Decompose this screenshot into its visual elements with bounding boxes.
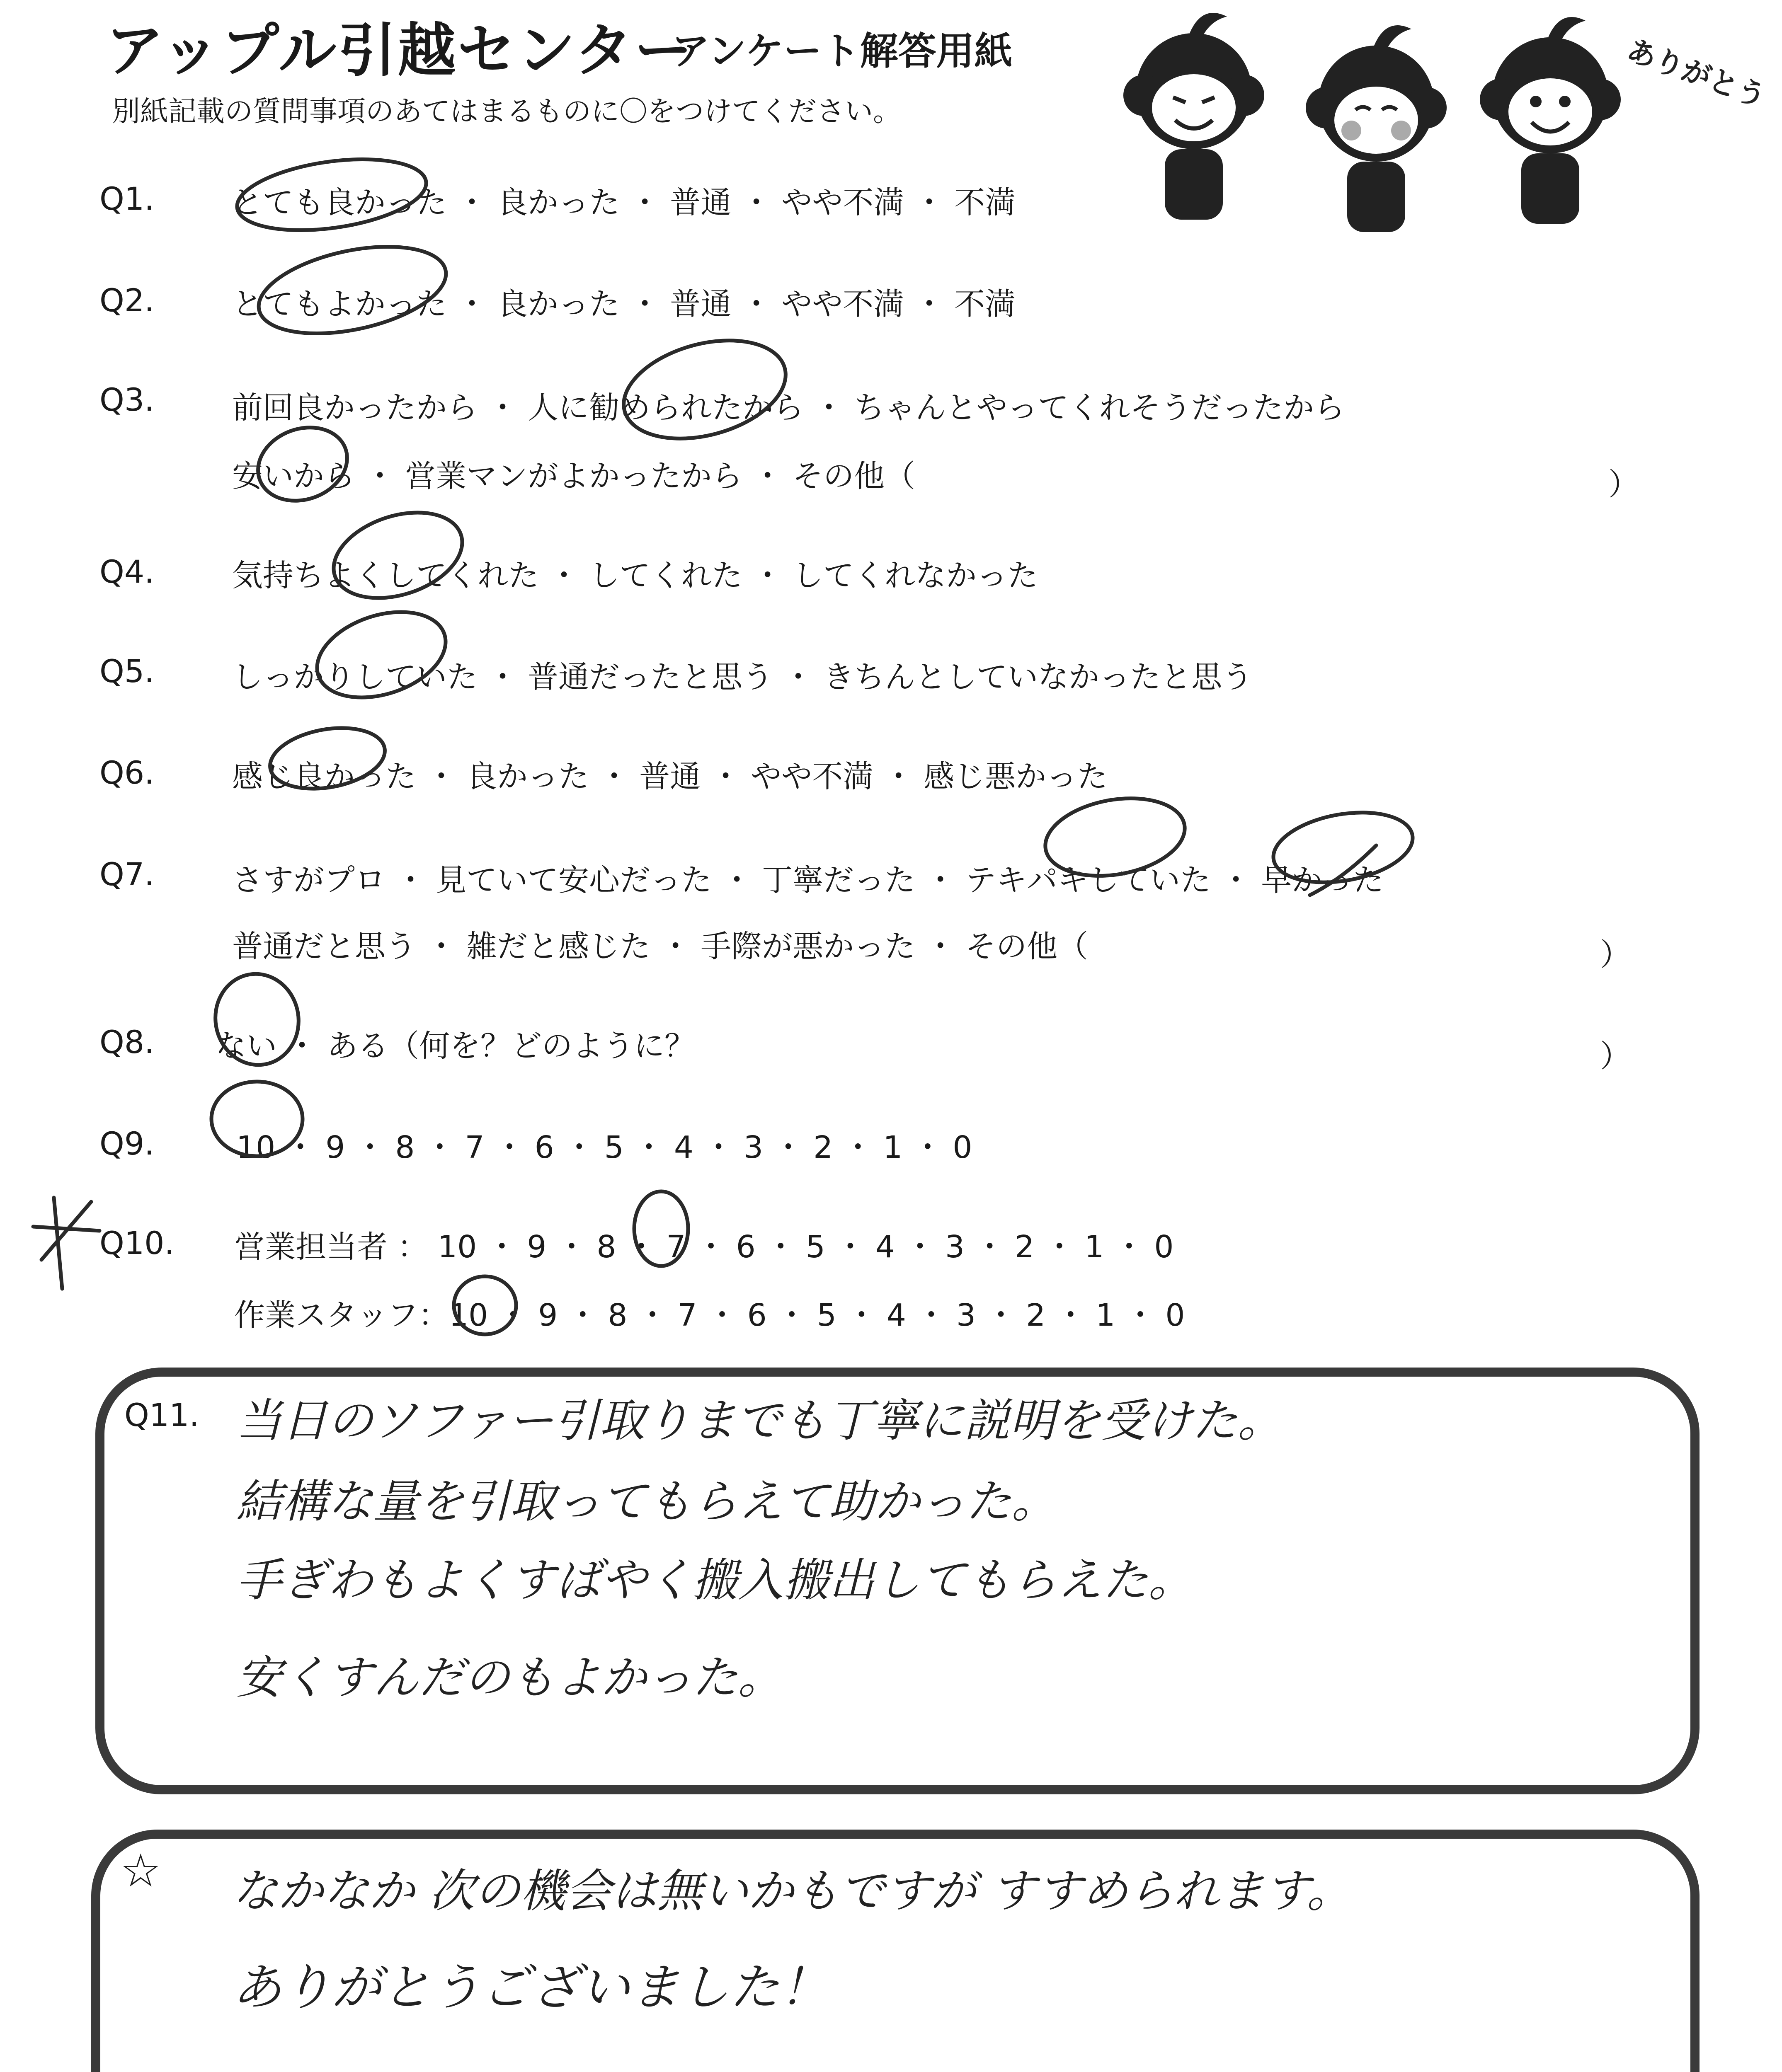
form-subtitle: アンケート解答用紙	[672, 29, 1013, 73]
q10-label: Q10.	[99, 1225, 175, 1261]
q7-options-line1: さすがプロ ・ 見ていて安心だった ・ 丁寧だった ・ テキパキしていた ・ 早かった	[232, 862, 1384, 898]
q11-handwriting-line2: 結構な量を引取ってもらえて助かった。	[236, 1475, 1057, 1528]
q6-label: Q6.	[99, 754, 155, 791]
q10-sales-scale: 営業担当者 ： 10 ・ 9 ・ 8 ・ 7 ・ 6 ・ 5 ・ 4 ・ 3 ・ 2 ・ 1 ・ 0	[234, 1229, 1174, 1265]
q4-label: Q4.	[99, 553, 155, 590]
q6-options: 感じ良かった ・ 良かった ・ 普通 ・ やや不満 ・ 感じ悪かった	[232, 759, 1108, 794]
q11-handwriting-line1: 当日のソファー引取りまでも丁寧に説明を受けた。	[236, 1394, 1283, 1447]
q3-paren-close: ）	[1608, 467, 1639, 502]
q3-options-line2: 安いから ・ 営業マンがよかったから ・ その他（	[232, 458, 916, 494]
q4-options: 気持ちよくしてくれた ・ してくれた ・ してくれなかった	[232, 558, 1038, 593]
instruction-text: 別紙記載の質問事項のあてはまるものに〇をつけてください。	[112, 95, 902, 128]
star-icon: ☆	[120, 1844, 161, 1897]
q9-options: 10 ・ 9 ・ 8 ・ 7 ・ 6 ・ 5 ・ 4 ・ 3 ・ 2 ・ 1 ・ 0	[236, 1130, 972, 1165]
q10-staff-scale: 作業スタッフ：10 ・ 9 ・ 8 ・ 7 ・ 6 ・ 5 ・ 4 ・ 3 ・ 2 ・ 1 ・ 0	[234, 1297, 1185, 1333]
extra-handwriting-line1: なかなか 次の機会は無いかもですが すすめられます。	[232, 1864, 1353, 1917]
thanks-stamp-text: ありがとう	[1622, 32, 1771, 114]
q8-paren-close: ）	[1600, 1038, 1631, 1074]
q1-options: とても良かった ・ 良かった ・ 普通 ・ やや不満 ・ 不満	[232, 185, 1016, 220]
q9-label: Q9.	[99, 1125, 155, 1162]
q11-label: Q11.	[124, 1397, 199, 1433]
q11-handwriting-line4: 安くすんだのもよかった。	[236, 1651, 783, 1704]
q2-options: とてもよかった ・ 良かった ・ 普通 ・ やや不満 ・ 不満	[232, 286, 1016, 322]
q7-paren-close: ）	[1600, 937, 1631, 973]
company-title: アップル引越センター	[106, 17, 694, 85]
q2-label: Q2.	[99, 282, 155, 319]
q3-options-line1: 前回良かったから ・ 人に勧められたから ・ ちゃんとやってくれそうだったから	[232, 390, 1345, 426]
q8-options: ない ・ ある（何を？どのように？	[216, 1028, 696, 1064]
q7-label: Q7.	[99, 856, 155, 893]
q8-label: Q8.	[99, 1024, 155, 1060]
q7-options-line2: 普通だと思う ・ 雑だと感じた ・ 手際が悪かった ・ その他（	[232, 929, 1089, 964]
q5-options: しっかりしていた ・ 普通だったと思う ・ きちんとしていなかったと思う	[232, 659, 1253, 695]
extra-handwriting-line2: ありがとうございました！	[232, 1959, 829, 2016]
q1-label: Q1.	[99, 180, 155, 217]
q11-handwriting-line3: 手ぎわもよくすばやく搬入搬出してもらえた。	[236, 1554, 1194, 1607]
q5-label: Q5.	[99, 653, 155, 690]
q3-label: Q3.	[99, 381, 155, 418]
